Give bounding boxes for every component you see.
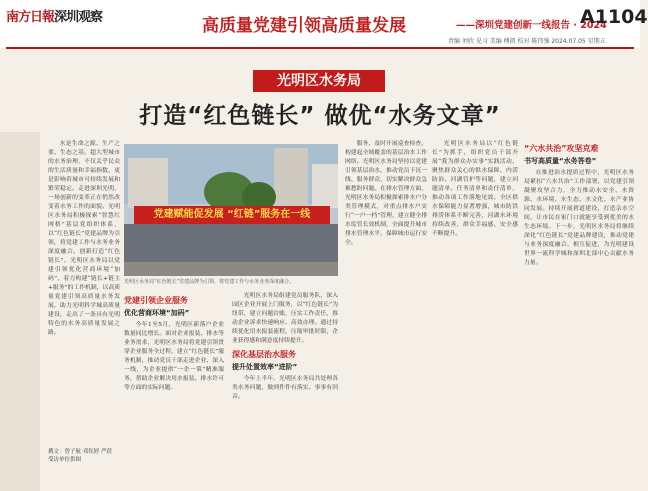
newspaper-logo: 南方日報深圳观察 <box>6 10 103 25</box>
left-margin-strip <box>0 132 40 491</box>
photo-crowd <box>124 224 338 262</box>
col3-heading: 深化基层治水服务 <box>232 350 296 359</box>
photo-banner: 党建赋能促发展 “红链”服务在一线 <box>134 206 330 224</box>
page-number: A1104 <box>580 6 648 28</box>
col3-text-2: 今年上半年，光明区水务局共处理各类水务问题，做到件件有落实、事事有回音。 <box>232 376 338 400</box>
col3-text: 光明区水务局组建党员服务队，深入园区企业开展上门服务，以“红色链长”为纽带，建立问题台账，压实工作责任，推动企业诉求快速响应、高效办理。通过持续优化用水报装流程，压缩审批时限，企业获得感和满意度持续提升。 <box>232 293 338 344</box>
lead-text: 水是生命之源、生产之要、生态之基。超大型城市的水务治理，不仅关乎民众的生活质量和幸福指数，更是影响着城市可持续发展和繁荣稳定。走进深圳光明，一场创新的变革正在悄然改变着水务工作的面貌。光明区水务局积极探索“智慧红网格”基层党组织体系，以“红色链长”党建品牌为引领，将党建工作与水务业务深度融合。创新打造“红色链长”，光明区水务局以党建引领优化营商环境“加码”，着力构建“链长+链主+服务”的工作机制，以高质量党建引领高质量水务发展，助力光明科学城高质量建设，走出了一条具有光明特色的水务高质量发展之路。 <box>48 141 120 336</box>
article-column-4 <box>345 140 427 484</box>
article-column-2 <box>124 292 224 484</box>
col5-text: 光明区水务局以“红色链长”为抓手，组织党员干部开展“我为群众办实事”实践活动，聚焦群众关心的供水保障、内涝防治、河湖管护等问题，建立问题清单、任务清单和责任清单，推动各项工作落地见效。全区供水保障能力显著增强，城市防洪排涝体系不断完善，河湖水环境持续改善，群众幸福感、安全感不断提升。 <box>432 141 518 237</box>
section-tag: 光明区水务局 <box>253 70 385 92</box>
article-column-3 <box>232 292 338 484</box>
article-column-5 <box>432 140 518 484</box>
article-photo <box>124 144 338 276</box>
col2-text: 今年1至5月，光明区新落户企业数量同比增长。面对企业报装、排水等业务需求，光明区水务局将党建引领贯穿企业服务全过程，建立“红色链长”服务机制，推动党员干部走进企业、深入一线，为企业提供“一企一策”精准服务，帮助企业解决用水报装、排水许可等方面的实际问题。 <box>124 322 224 391</box>
col2-subheading: 优化营商环境“加码” <box>124 309 190 317</box>
col6-text: 在推进治水提质过程中，光明区水务局紧扣“六水共治”工作部署，以党建引领凝聚攻坚合力，全力推动水安全、水资源、水环境、水生态、水文化、水产业协同发展。持续开展碧道建设，打造亲水空间，让市民在家门口就能享受到优美的水生态环境。下一步，光明区水务局将继续深化“红色链长”党建品牌建设，推动党建与业务深度融合、相互促进，为光明建设世界一流科学城和深圳北部中心贡献水务力量。 <box>524 170 634 266</box>
col2-heading: 党建引领企业服务 <box>124 296 188 305</box>
edition-info: 责编 刘欣 见习 美编 傅凯 校对 陈伟强 2024.07.05 星期五 <box>448 38 606 45</box>
col4-text: 服务，及时开展巡查检查，构建起全域覆盖的基层治水工作网络。光明区水务局坚持以党建引领基层治水，推动党员下沉一线、服务群众，切实解决群众急难愁盼问题。在排水管理方面，光明区水务局积极探索排水户分类管理模式，对重点排水户实行“一户一档”管理，建立健全排水监管长效机制，全面提升城市排水管理水平，保障城市运行安全。 <box>345 141 427 246</box>
masthead-rule <box>6 47 634 49</box>
byline <box>48 448 120 464</box>
byline-photo-credit: 受访单位供图 <box>48 457 82 463</box>
col6-heading: “六水共治”攻坚克难 <box>524 144 599 153</box>
col6-subheading: 书写高质量“水务答卷” <box>524 157 597 165</box>
lead-column <box>48 140 120 440</box>
col3-subheading: 提升处置效率“进阶” <box>232 363 298 371</box>
headline: 打造“红色链长” 做优“水务文章” <box>139 103 501 129</box>
photo-caption: 光明区水务局“红色链长”党建品牌为引领，将党建工作与水务业务深度融合。 <box>124 279 295 285</box>
banner-subtitle: ——深圳党建创新一线报告 · 2024 <box>456 20 607 31</box>
article-column-6 <box>524 140 634 484</box>
masthead <box>0 0 648 48</box>
byline-authors: 撰文：曾子航 邓钰婷 严蓓 <box>48 449 112 455</box>
banner-title: 高质量党建引领高质量发展 <box>202 16 406 36</box>
